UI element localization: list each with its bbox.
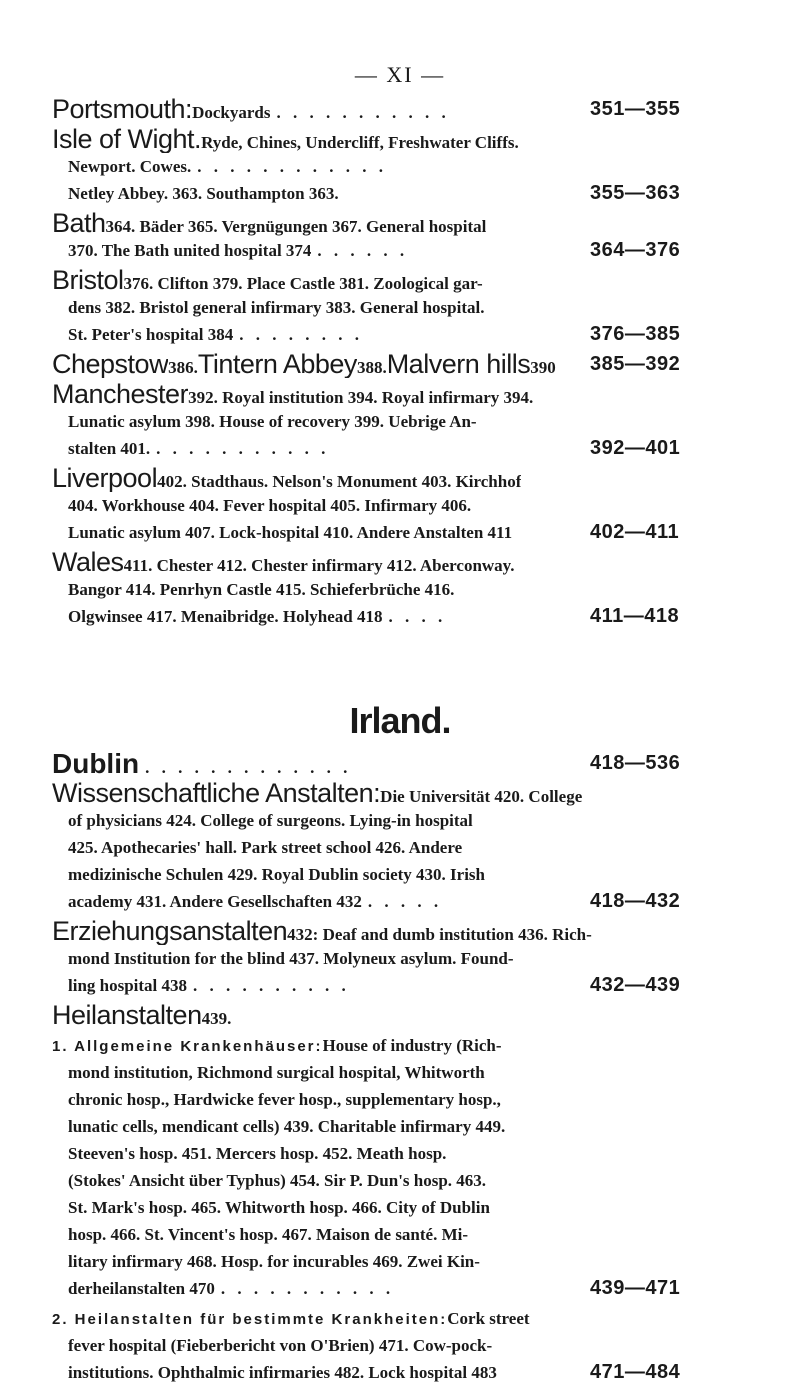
entry-text: Olgwinsee 417. Menaibridge. Holyhead 418 xyxy=(68,607,383,626)
leader-dots: . . . . . . . . . . . . xyxy=(197,157,387,176)
entry-line xyxy=(52,1359,792,1386)
entry-line xyxy=(52,1032,792,1059)
index-entry xyxy=(52,1305,792,1386)
entry-text: medizinische Schulen 429. Royal Dublin society 430. Irish xyxy=(68,865,486,884)
entry-text: lunatic cells, mendicant cells) 439. Charitable infirmary 449. xyxy=(68,1117,506,1136)
entry-line xyxy=(52,603,792,630)
entry-text: Ryde, Chines, Undercliff, Freshwater Cliffs. xyxy=(201,133,519,152)
entry-text: 376. Clifton 379. Place Castle 381. Zoological gar- xyxy=(123,274,483,293)
entry-text: mond Institution for the blind 437. Molyneux asylum. Found- xyxy=(68,949,514,968)
entry-text: dens 382. Bristol general infirmary 383. General hospital. xyxy=(68,298,485,317)
entry-line xyxy=(52,492,792,519)
page-range: 432—439 xyxy=(590,974,681,996)
index-entry xyxy=(52,210,792,264)
entry-text: Lunatic asylum 398. House of recovery 399. Uebrige An- xyxy=(68,412,477,431)
place-name: Tintern Abbey xyxy=(197,351,357,378)
entry-line xyxy=(52,549,792,576)
place-name: Heilanstalten xyxy=(52,1002,202,1029)
place-name: Isle of Wight. xyxy=(52,126,202,153)
entry-line xyxy=(52,1305,792,1332)
entry-line xyxy=(52,972,792,999)
entry-text: Die Universität 420. College xyxy=(380,787,583,806)
entry-line xyxy=(52,237,792,264)
entry-line xyxy=(52,408,792,435)
entry-line xyxy=(52,945,792,972)
page-range: 355—363 xyxy=(590,182,681,204)
page-range: 471—484 xyxy=(590,1361,681,1383)
entry-text: derheilanstalten 470 xyxy=(68,1279,215,1298)
entry-line xyxy=(52,267,792,294)
place-name: Wales xyxy=(52,549,124,576)
entry-line xyxy=(52,1059,792,1086)
entry-text: 392. Royal institution 394. Royal infirmary 394. xyxy=(188,388,534,407)
leader-dots: . . . . . . . . . . . xyxy=(220,1279,395,1298)
leader-dots: . . . . . xyxy=(367,892,443,911)
entry-text: 386. xyxy=(168,358,198,377)
page-header: — XI — xyxy=(354,62,446,87)
entry-text: Bangor 414. Penrhyn Castle 415. Schieferbrüche 416. xyxy=(68,580,455,599)
index-entry xyxy=(52,381,792,462)
entry-line xyxy=(52,888,792,915)
page-range: 351—355 xyxy=(590,98,681,120)
leader-dots: . . . . . . . . . . xyxy=(193,976,350,995)
page-range: 385—392 xyxy=(590,353,681,375)
entry-text: 439. xyxy=(201,1009,232,1028)
place-name: Bristol xyxy=(52,267,124,294)
entry-line xyxy=(52,153,792,180)
index-entry xyxy=(52,351,792,378)
entry-line xyxy=(52,180,792,207)
entry-text: 388. xyxy=(356,358,387,377)
page-range: 418—432 xyxy=(590,890,681,912)
page-range: 402—411 xyxy=(590,521,680,543)
entry-line xyxy=(52,126,792,153)
entry-text: fever hospital (Fieberbericht von O'Brien) 471. Cow-pock- xyxy=(68,1336,493,1355)
entry-line xyxy=(52,1002,792,1029)
place-name: Erziehungsanstalten xyxy=(52,918,288,945)
entry-line xyxy=(52,750,792,777)
entry-text: 364. Bäder 365. Vergnügungen 367. General hospital xyxy=(105,217,487,236)
entry-text: Dockyards xyxy=(192,103,271,122)
entry-text: litary infirmary 468. Hosp. for incurables 469. Zwei Kin- xyxy=(68,1252,480,1271)
entry-text: Steeven's hosp. 451. Mercers hosp. 452. Meath hosp. xyxy=(68,1144,447,1163)
index-entry xyxy=(52,750,792,777)
place-name: Malvern hills xyxy=(386,351,531,378)
entry-text: St. Peter's hospital 384 xyxy=(68,325,234,344)
entry-line xyxy=(52,1086,792,1113)
leader-dots: . . . . xyxy=(388,607,447,626)
entry-line xyxy=(52,1113,792,1140)
entry-line xyxy=(52,1140,792,1167)
index-entry xyxy=(52,126,792,207)
entry-text: Cork street xyxy=(447,1309,530,1328)
entry-line xyxy=(52,465,792,492)
entry-line xyxy=(52,576,792,603)
entry-text: institutions. Ophthalmic infirmaries 482. Lock hospital 483 xyxy=(68,1363,497,1382)
index-entry xyxy=(52,267,792,348)
irland-section-title: Irland. xyxy=(349,700,451,741)
index-entry xyxy=(52,96,792,123)
entry-text: mond institution, Richmond surgical hospital, Whitworth xyxy=(68,1063,485,1082)
place-name: Dublin xyxy=(52,750,140,777)
entry-text: Netley Abbey. 363. Southampton 363. xyxy=(68,184,339,203)
place-name: Liverpool xyxy=(52,465,158,492)
entry-text: House of industry (Rich- xyxy=(322,1036,502,1055)
entry-line xyxy=(52,321,792,348)
entry-line xyxy=(52,210,792,237)
place-name: Bath xyxy=(52,210,106,237)
entry-text: 432: Deaf and dumb institution 436. Rich- xyxy=(287,925,592,944)
page-range: 376—385 xyxy=(590,323,681,345)
page-range: 418—536 xyxy=(590,752,681,774)
entry-text: hosp. 466. St. Vincent's hosp. 467. Maison de santé. Mi- xyxy=(68,1225,469,1244)
entry-text: 411. Chester 412. Chester infirmary 412. Aberconway. xyxy=(123,556,515,575)
index-entry xyxy=(52,780,792,915)
entry-text: 390 xyxy=(530,358,556,377)
leader-dots: . . . . . . xyxy=(317,241,409,260)
entry-text: academy 431. Andere Gesellschaften 432 xyxy=(68,892,362,911)
entry-line xyxy=(52,435,792,462)
entry-line xyxy=(52,381,792,408)
subsection-heading: 2. Heilanstalten für bestimmte Krankheiten: xyxy=(52,1311,448,1328)
index-entry xyxy=(52,465,792,546)
leader-dots: . . . . . . . . xyxy=(239,325,364,344)
entry-text: 425. Apothecaries' hall. Park street school 426. Andere xyxy=(68,838,463,857)
entry-line xyxy=(52,918,792,945)
entry-text: stalten 401. xyxy=(68,439,151,458)
entry-line xyxy=(52,807,792,834)
subsection-heading: 1. Allgemeine Krankenhäuser: xyxy=(52,1038,323,1055)
index-entry xyxy=(52,549,792,630)
place-name: Portsmouth: xyxy=(52,96,193,123)
leader-dots: . . . . . . . . . . . xyxy=(276,103,450,122)
entry-line xyxy=(52,351,792,378)
leader-dots: . . . . . . . . . . . xyxy=(156,439,330,458)
index-entry xyxy=(52,1002,792,1029)
entry-text: of physicians 424. College of surgeons. Lying-in hospital xyxy=(68,811,473,830)
page-range: 439—471 xyxy=(590,1277,681,1299)
entry-text: Lunatic asylum 407. Lock-hospital 410. Andere Anstalten 411 xyxy=(68,523,513,542)
entry-line xyxy=(52,1275,792,1302)
page-range: 411—418 xyxy=(590,605,680,627)
page-range: 364—376 xyxy=(590,239,681,261)
page-range: 392—401 xyxy=(590,437,681,459)
place-name: Chepstow xyxy=(52,351,169,378)
entry-line xyxy=(52,1194,792,1221)
entry-line xyxy=(52,1332,792,1359)
entry-text: 402. Stadthaus. Nelson's Monument 403. Kirchhof xyxy=(157,472,522,491)
entry-line xyxy=(52,780,792,807)
index-entry xyxy=(52,918,792,999)
place-name: Manchester xyxy=(52,381,189,408)
leader-dots: . . . . . . . . . . . . . xyxy=(145,758,352,777)
entry-text: Newport. Cowes. xyxy=(68,157,192,176)
entry-line xyxy=(52,294,792,321)
entry-text: St. Mark's hosp. 465. Whitworth hosp. 466. City of Dublin xyxy=(68,1198,490,1217)
entry-text: (Stokes' Ansicht über Typhus) 454. Sir P. Dun's hosp. 463. xyxy=(68,1171,487,1190)
entry-text: 370. The Bath united hospital 374 xyxy=(68,241,312,260)
place-name: Wissenschaftliche Anstalten: xyxy=(52,780,381,807)
entry-line xyxy=(52,1221,792,1248)
entry-line xyxy=(52,96,792,123)
entry-text: ling hospital 438 xyxy=(68,976,188,995)
entry-text: 404. Workhouse 404. Fever hospital 405. Infirmary 406. xyxy=(68,496,472,515)
entry-line xyxy=(52,1248,792,1275)
entry-line xyxy=(52,1167,792,1194)
entry-line xyxy=(52,519,792,546)
index-entry xyxy=(52,1032,792,1302)
entry-line xyxy=(52,834,792,861)
entry-line xyxy=(52,861,792,888)
entry-text: chronic hosp., Hardwicke fever hosp., supplementary hosp., xyxy=(68,1090,501,1109)
